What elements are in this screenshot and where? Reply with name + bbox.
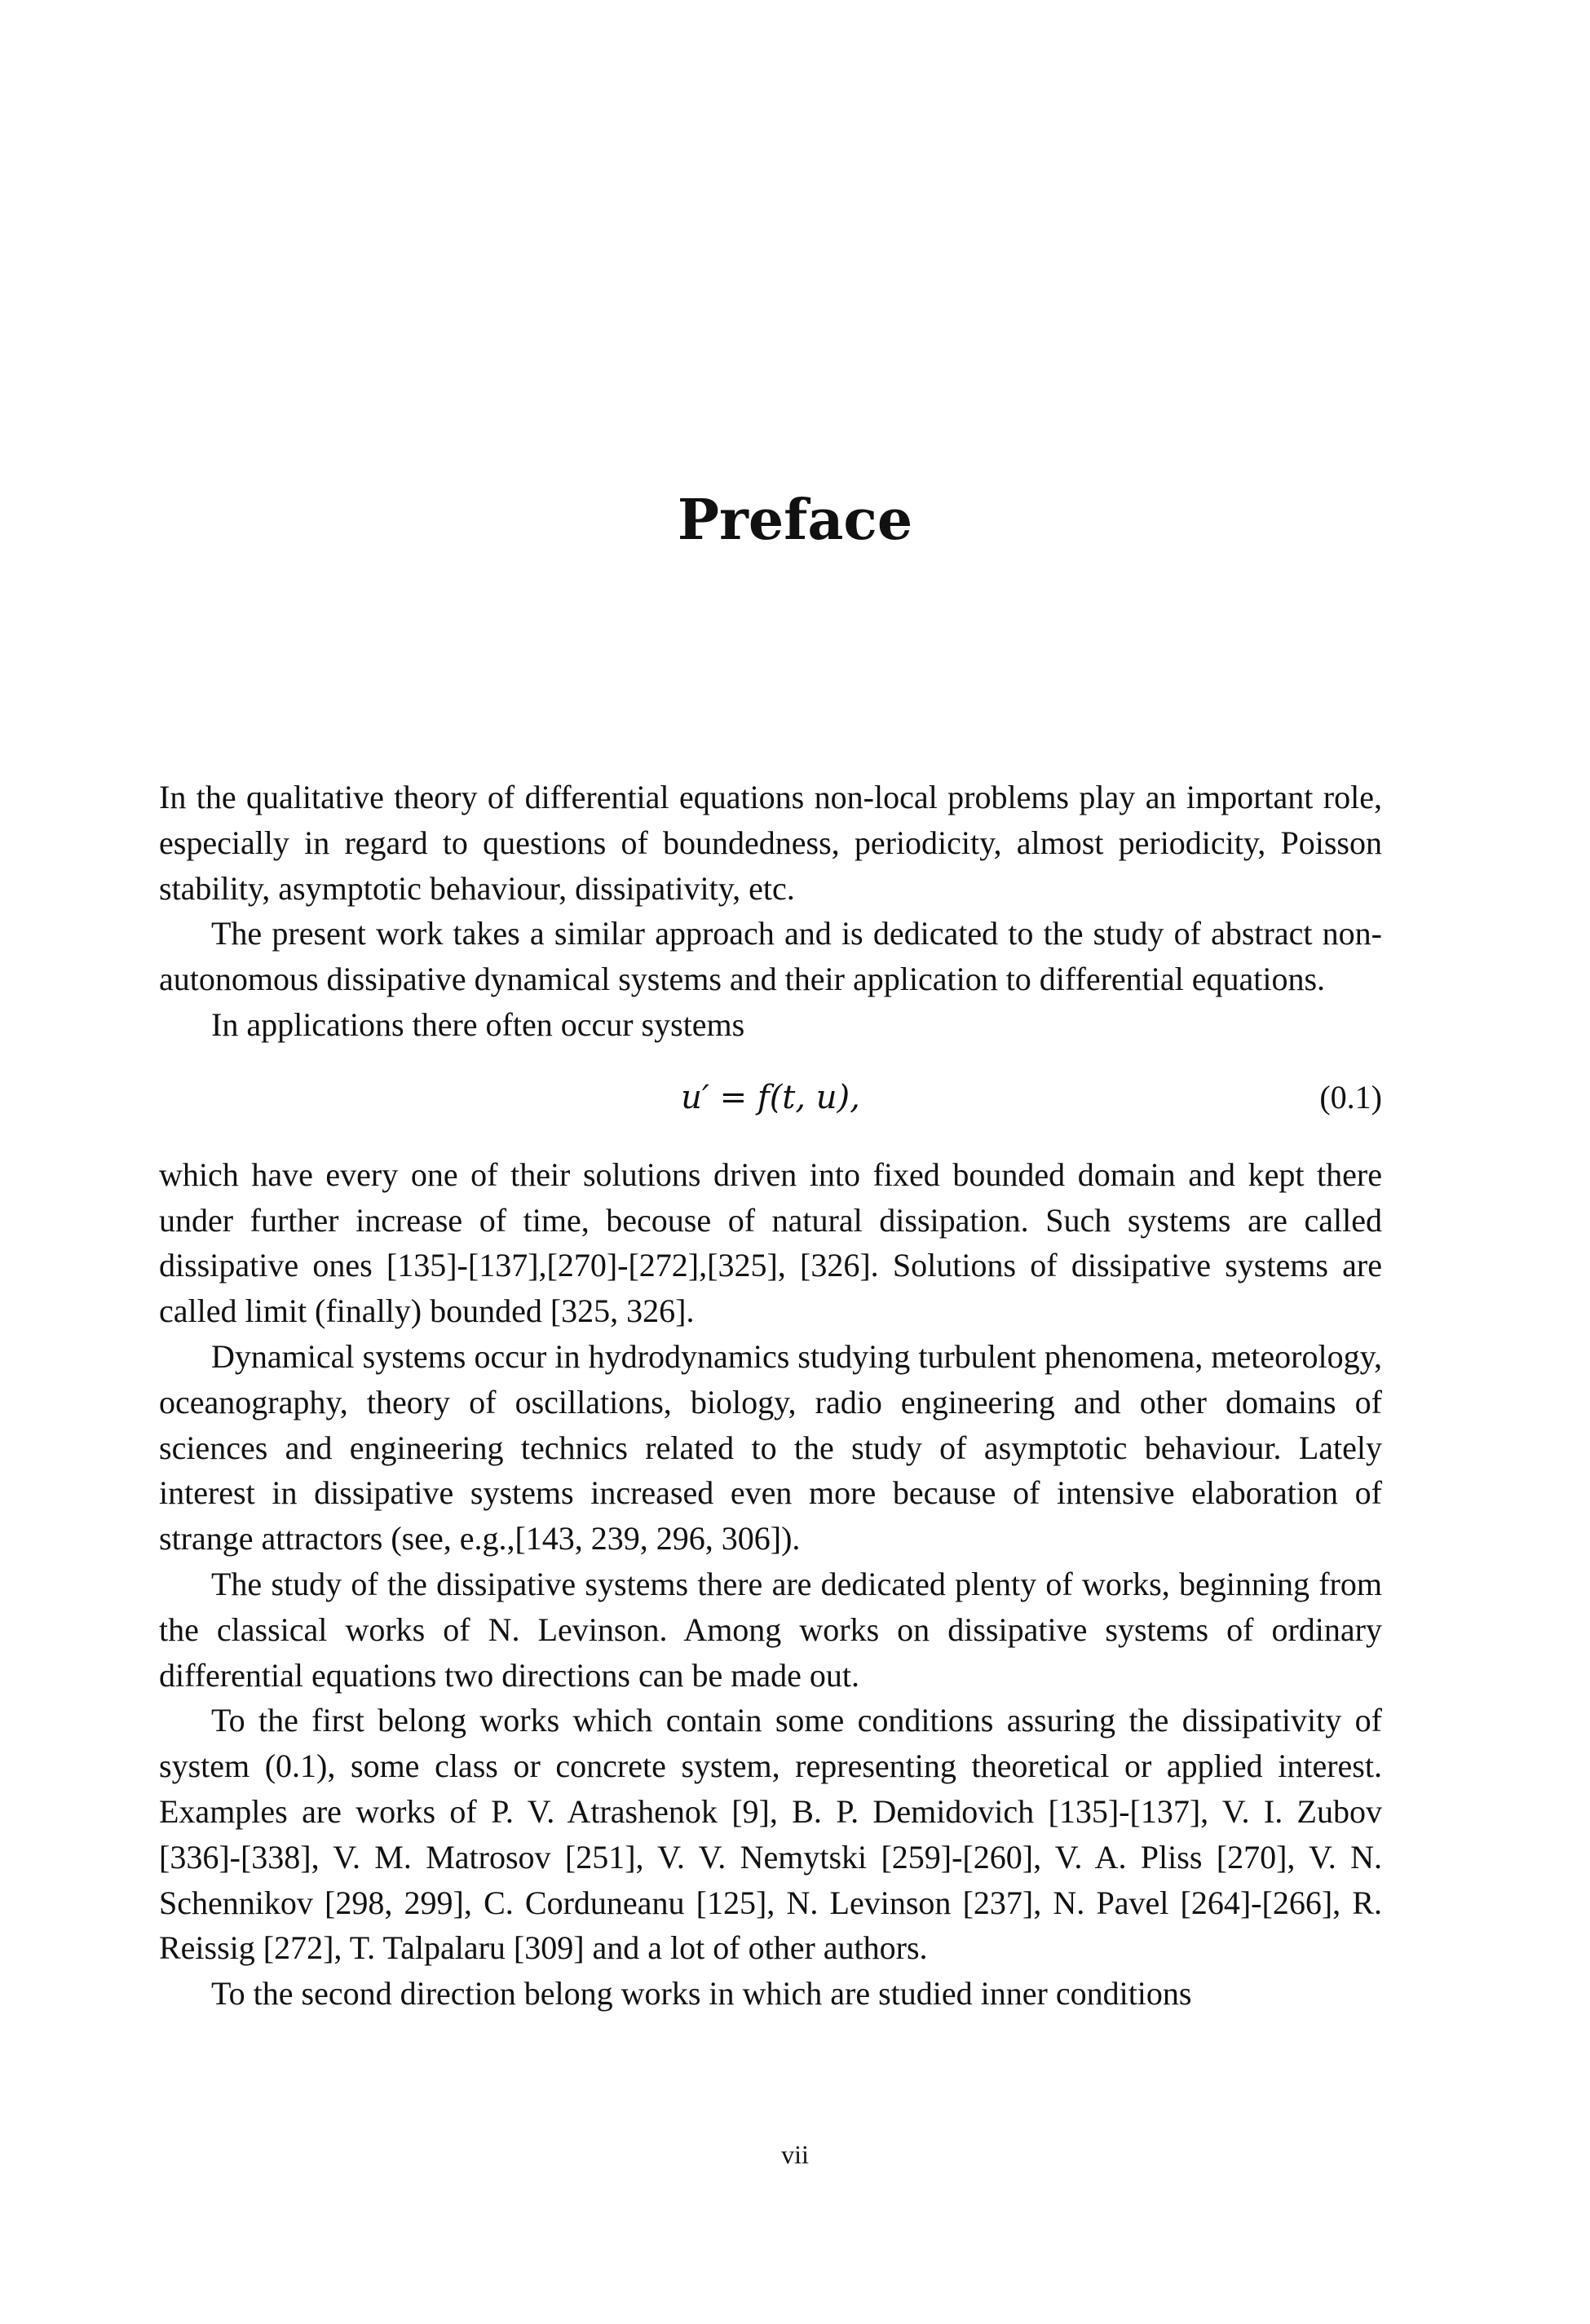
- paragraph-6: The study of the dissipative systems there are dedicated plenty of works, beginning from the classical works of N. Levinson. Among works on dissipative systems of ordinary differential equations two directions can be made out.: [159, 1565, 1382, 1694]
- paragraph-7: To the first belong works which contain some conditions assuring the dissipativity of system (0.1), some class or concrete system, representing theoretical or applied interest. Examples are works of P. V. Atrashenok [9], B. P. Demidovich [135]-[137], V. I. Zubov [336]-[338], V. M. Matrosov [251], V. V. Nemytski [259]-[260], V. A. Pliss [270], V. N. Schennikov [298, 299], C. Corduneanu [125], N. Levinson [237], N. Pavel [264]-[266], R. Reissig [272], T. Talpalaru [309] and a lot of other authors.: [159, 1702, 1382, 1967]
- equation: u′ = f(t, u),: [681, 1078, 860, 1116]
- equation-number: (0.1): [1319, 1078, 1382, 1116]
- paragraph-1: In the qualitative theory of differential equations non-local problems play an important role, especially in regard to questions of boundedness, periodicity, almost periodicity, Poisson stability, asymptotic behaviour, dissipativity, etc.: [159, 779, 1382, 907]
- page-title: Preface: [677, 488, 913, 553]
- paragraph-4: which have every one of their solutions driven into fixed bounded domain and kept there under further increase of time, becouse of natural dissipation. Such systems are called dissipative ones [135]-[137],[270]-[272],[325], [326]. Solutions of dissipative systems are called limit (finally) bounded [325, 326].: [159, 1155, 1382, 1330]
- paragraph-2: The present work takes a similar approach and is dedicated to the study of abstract non-autonomous dissipative dynamical systems and their application to differential equations.: [159, 915, 1382, 998]
- paragraph-5: Dynamical systems occur in hydrodynamics studying turbulent phenomena, meteorology, oceanography, theory of oscillations, biology, radio engineering and other domains of sciences and engineering technics related to the study of asymptotic behaviour. Lately interest in dissipative systems increased even more because of intensive elaboration of strange attractors (see, e.g.,[143, 239, 296, 306]).: [159, 1337, 1382, 1557]
- paragraph-8: To the second direction belong works in which are studied inner conditions: [211, 1975, 1192, 2013]
- paragraph-3: In applications there often occur systems: [211, 1005, 745, 1043]
- body-text: [159, 775, 1382, 2017]
- equation-row: [159, 1048, 1382, 1152]
- page-number: vii: [781, 2140, 809, 2169]
